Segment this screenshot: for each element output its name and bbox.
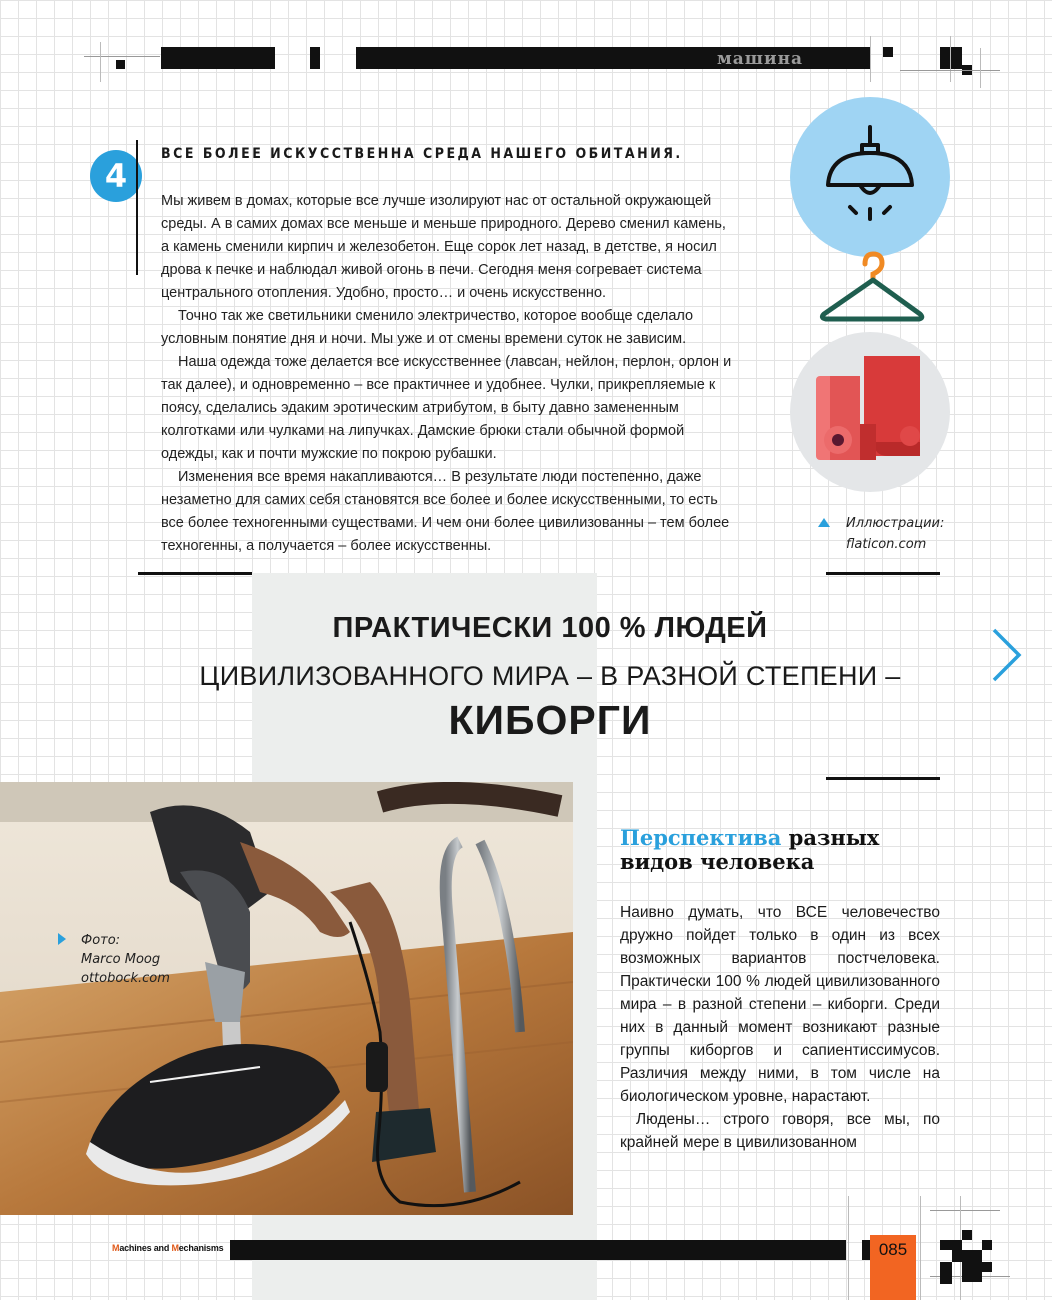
photo-caption-triangle-icon [58,933,66,945]
lamp-icon [790,97,950,257]
lamp-illustration [790,97,950,257]
page-number: 085 [878,1240,908,1259]
quote-rule-top-left [138,572,252,575]
credit-label: Иллюстрации: [846,516,945,531]
article-body [620,901,940,1154]
article-title [620,826,940,874]
body-paragraph: Мы живем в домах, которые все лучше изолируют нас от остальной окружающей среды. А в самих домах все меньше и меньше природного. Дерево сменил камень, а камень сменили кирпич и железобетон. Еще сорок лет назад, в детстве, я носил дрова к печке и наблюдал живой огонь в печи. Сегодня меня согревает система центрального отопления. Удобно, просто… и очень искусственно. [161,193,726,301]
chevron-right-icon[interactable] [990,626,1024,684]
article-paragraph: Наивно думать, что ВСЕ человечество дружно пойдет только в один из всех возможных вариантов постчеловека. Практически 100 % людей цивилизованного мира – в разной степени – киборги. Среди них в данный момент возникают разные группы киборгов и сапиентиссимусов. Различия между ними, в том числе на биологическом уровне, нарастают. [620,904,940,1105]
magazine-brand: Machines and Mechanisms [112,1243,224,1253]
quote-rule-top-right [826,572,940,575]
section-number-badge: 4 [90,150,142,202]
quote-line-2: ЦИВИЛИЗОВАННОГО МИРА – В РАЗНОЙ СТЕПЕНИ – [199,661,901,691]
body-paragraph: Изменения все время накапливаются… В результате люди постепенно, даже незаметно для самих себя становятся все более и более искусственными, то есть все более техногенными существами. И чем они более цивилизованны – тем более техногенны, а получается – более искусственны. [161,469,730,554]
vertical-divider [136,140,138,275]
quote-line-1: ПРАКТИЧЕСКИ 100 % ЛЮДЕЙ [332,612,768,644]
illustration-credit [846,513,956,555]
caption-label: Фото: [81,933,121,948]
credit-triangle-icon [818,518,830,527]
section-body [161,190,737,558]
fabric-illustration [790,332,950,492]
article-title-rest: разных видов человека [620,825,880,874]
section-heading: ВСЕ БОЛЕЕ ИСКУССТВЕННА СРЕДА НАШЕГО ОБИТАНИЯ. [161,146,683,162]
quote-line-3: КИБОРГИ [448,697,652,743]
body-paragraph: Наша одежда тоже делается все искусственнее (лавсан, нейлон, перлон, орлон и так далее), и одновременно – все практичнее и удобнее. Чулки, прикрепляемые к поясу, сделались эдаким эротическим атрибутом, в быту давно замененным колготками или чулками на липучках. Дамские брюки стали обычной формой одежды, как и почти мужские по покрою рубашки. [161,354,732,462]
article-title-accent: Перспектива [620,825,782,850]
prosthetic-leg-photo [0,782,573,1215]
hanger-icon [816,250,926,326]
article-paragraph: Людены… строго говоря, все мы, по крайней мере в цивилизованном [620,1111,940,1151]
credit-source: flaticon.com [846,537,927,552]
fabric-roll-icon [790,332,950,492]
photo-caption [81,931,201,988]
body-paragraph: Точно так же светильники сменило электричество, которое вообще сделало условным понятие дня и ночи. Мы уже и от смены времени суток не зависим. [161,308,694,347]
quote-rule-bottom-right [826,777,940,780]
caption-source: ottobock.com [81,971,170,986]
caption-author: Marco Moog [81,952,161,967]
section-label: машина [716,49,804,69]
